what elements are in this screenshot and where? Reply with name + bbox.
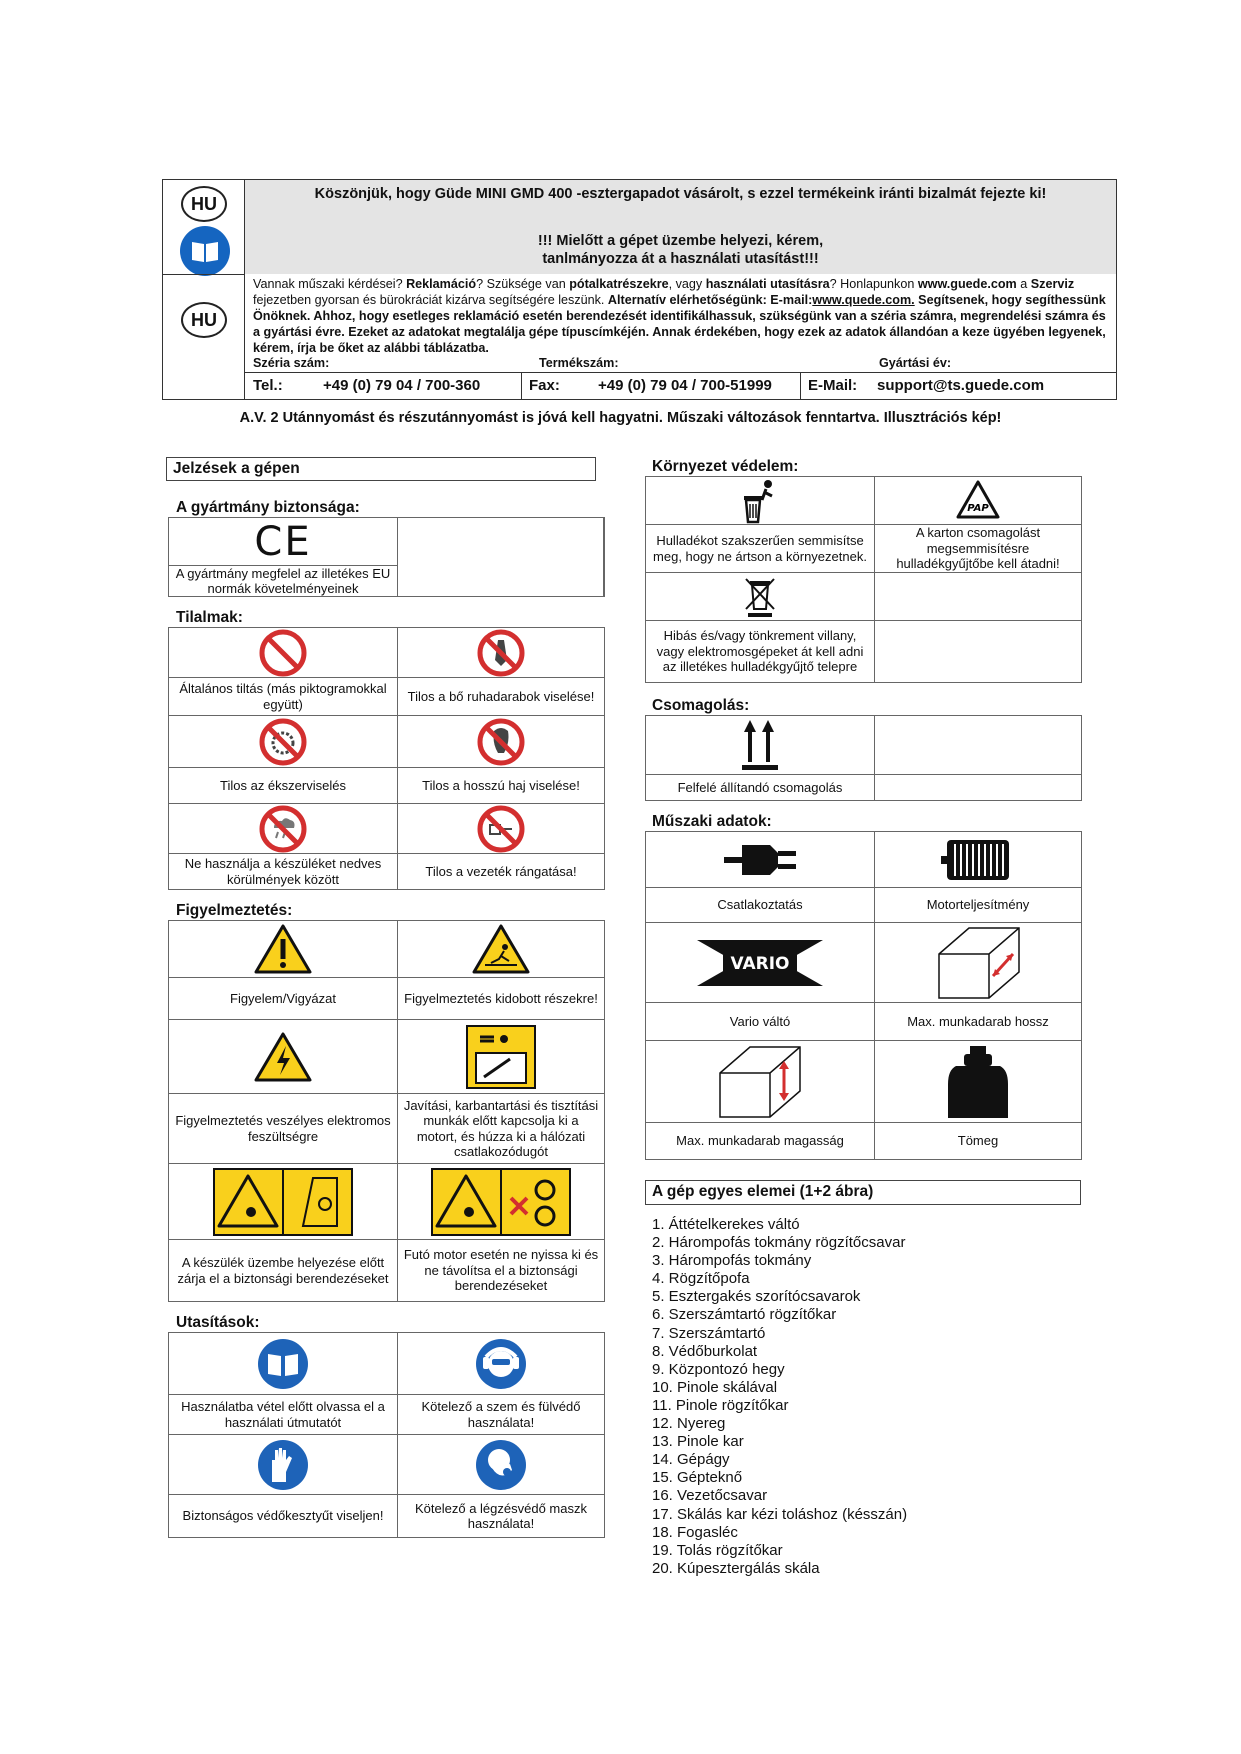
- general-prohibition-icon: [169, 628, 398, 678]
- list-item: 10. Pinole skálával: [652, 1378, 778, 1396]
- list-item: 16. Vezetőcsavar: [652, 1487, 768, 1505]
- no-wet-conditions-icon: [169, 804, 398, 854]
- unplug-before-maintenance-caption: Javítási, karbantartási és tisztítási munkák előtt kapcsolja ki a motort, és húzza ki a hálózati csatlakozódugót: [398, 1094, 604, 1164]
- email-label: E-Mail:: [808, 377, 858, 394]
- list-item: 11. Pinole rögzítőkar: [652, 1396, 789, 1414]
- prohibitions-heading: Tilalmak:: [176, 609, 243, 626]
- flying-parts-warning-icon: [398, 921, 604, 978]
- no-long-hair-icon: [398, 716, 604, 768]
- no-jewelry-icon: [169, 716, 398, 768]
- list-item: 9. Központozó hegy: [652, 1360, 785, 1378]
- respiratory-mask-caption: Kötelező a légzésvédő maszk használata!: [415, 1500, 587, 1531]
- reprint-note: A.V. 2 Utánnyomást és részutánnyomást is jóvá kell hagyatni. Műszaki változások fenntartva. Illusztrációs kép!: [239, 410, 1002, 426]
- general-prohibition-caption: Általános tiltás (más piktogramokkal együtt): [169, 678, 398, 716]
- instructions-grid: [168, 1332, 605, 1538]
- language-badge-2: HU: [181, 302, 227, 338]
- list-item: 13. Pinole kar: [652, 1433, 744, 1451]
- fax-value: +49 (0) 79 04 / 700-51999: [598, 377, 772, 394]
- safety-grid: [168, 517, 605, 597]
- tel-value: +49 (0) 79 04 / 700-360: [323, 377, 481, 394]
- header-left-column: [163, 180, 245, 399]
- electric-voltage-warning-caption: Figyelmeztetés veszélyes elektromos feszültségre: [169, 1094, 398, 1164]
- waste-disposal-caption: Hulladékot szakszerűen semmisítse meg, hogy ne ártson a környezetnek.: [646, 525, 875, 573]
- empty-cell: [875, 573, 1081, 621]
- general-warning-icon: [169, 921, 398, 978]
- header-info-table: [162, 179, 1117, 400]
- serial-number-label: Széria szám:: [253, 356, 330, 370]
- list-item: 5. Esztergakés szorítócsavarok: [652, 1288, 861, 1306]
- vario-gear-caption: Vario váltó: [646, 1003, 875, 1041]
- empty-cell: [875, 775, 1081, 800]
- motor-power-caption: Motorteljesítmény: [875, 888, 1081, 923]
- machine-parts-title: A gép egyes elemei (1+2 ábra): [645, 1180, 1081, 1205]
- environment-grid: [645, 476, 1082, 683]
- weight-icon: [875, 1041, 1081, 1123]
- list-item: 15. Gépteknő: [652, 1469, 743, 1487]
- list-item: 1. Áttételkerekes váltó: [652, 1216, 800, 1233]
- list-item: 12. Nyereg: [652, 1415, 726, 1433]
- close-guards-before-start-caption: A készülék üzembe helyezése előtt zárja el a biztonsági berendezéseket: [169, 1240, 398, 1301]
- crossed-bin-weee-icon: [646, 573, 875, 621]
- warnings-heading: Figyelmeztetés:: [176, 902, 293, 919]
- empty-cell: [398, 566, 604, 596]
- eye-ear-protection-icon: [398, 1333, 604, 1395]
- email-value[interactable]: support@ts.guede.com: [877, 377, 1045, 394]
- list-item: 3. Hárompofás tokmány: [652, 1252, 812, 1270]
- list-item: 7. Szerszámtartó: [652, 1324, 766, 1342]
- power-plug-icon: [646, 832, 875, 888]
- no-cable-pulling-icon: [398, 804, 604, 854]
- divider: [521, 373, 522, 399]
- list-item: 8. Védőburkolat: [652, 1342, 758, 1360]
- do-not-open-while-running-caption: Futó motor esetén ne nyissa ki és ne távolítsa el a biztonsági berendezéseket: [403, 1247, 599, 1294]
- protective-gloves-caption: Biztonságos védőkesztyűt viseljen!: [169, 1495, 398, 1537]
- max-workpiece-length-caption: Max. munkadarab hossz: [875, 1003, 1081, 1041]
- list-item: 18. Fogasléc: [652, 1523, 738, 1541]
- divider: [800, 373, 801, 399]
- empty-cell: [398, 518, 604, 566]
- vario-gear-icon: [646, 923, 875, 1003]
- machine-parts-list: [652, 1216, 907, 1578]
- website-link[interactable]: www.quede.com.: [812, 293, 915, 307]
- list-item: 2. Hárompofás tokmány rögzítőcsavar: [652, 1234, 906, 1252]
- max-workpiece-height-icon: [646, 1041, 875, 1123]
- read-manual-icon: [180, 226, 230, 276]
- general-warning-caption: Figyelem/Vigyázat: [169, 978, 398, 1020]
- protective-gloves-icon: [169, 1435, 398, 1495]
- technical-data-heading: Műszaki adatok:: [652, 813, 772, 830]
- product-safety-heading: A gyártmány biztonsága:: [176, 499, 360, 516]
- thanks-text: Köszönjük, hogy Güde MINI GMD 400 -esztergapadot vásárolt, s ezzel termékeink iránti bizalmát fejezte ki!: [314, 186, 1047, 202]
- eye-ear-protection-caption: Kötelező a szem és fülvédő használata!: [398, 1395, 604, 1435]
- this-way-up-icon: [646, 716, 875, 775]
- header-title-block: [245, 180, 1116, 274]
- no-long-hair-caption: Tilos a hosszú haj viselése!: [398, 768, 604, 804]
- tel-label: Tel.:: [253, 377, 283, 394]
- pap-label: PAP: [967, 502, 989, 514]
- read-instructions-warning: !!! Mielőtt a gépet üzembe helyezi, kérem, tanlmányozza át a használati utasítást!!!: [537, 233, 824, 267]
- vario-label: VARIO: [730, 953, 790, 974]
- ce-mark-icon: CE: [254, 518, 312, 565]
- contact-row: [245, 372, 1116, 399]
- packaging-grid: [645, 715, 1082, 801]
- close-guards-before-start-icon: [169, 1164, 398, 1240]
- no-jewelry-caption: Tilos az ékszerviselés: [169, 768, 398, 804]
- list-item: 17. Skálás kar kézi toláshoz (késszán): [652, 1505, 908, 1523]
- no-loose-clothing-caption: Tilos a bő ruhadarabok viselése!: [398, 678, 604, 716]
- identification-fields: [253, 356, 1113, 372]
- max-workpiece-length-icon: [875, 923, 1081, 1003]
- connection-caption: Csatlakoztatás: [646, 888, 875, 923]
- empty-cell: [875, 716, 1081, 775]
- this-way-up-caption: Felfelé állítandó csomagolás: [646, 775, 875, 800]
- technical-data-grid: [645, 831, 1082, 1160]
- service-paragraph: Vannak műszaki kérdései? Reklamáció? Szüksége van pótalkatrészekre, vagy használati utasításra? Honlapunkon www.guede.com a Szerviz fejezetben gyorsan és bürokráciát kizárva segítségére leszünk. Alternatív elérhetőségünk: E-mail:www.quede.com. Segítsenek, hogy segíthessünk Önöknek. Ahhoz, hogy esetleges reklamáció esetén berendezését identifikálhassuk, szükségünk van a széria számra, megrendelési számra és a gyártási évre. Ezeket az adatokat megtalálja gépe típuscímkéjén. Annak érdekében, hogy ezek az adatok állandóan a keze ügyében legyenek, kérem, írja be őket az alábbi táblázatba.: [253, 277, 1106, 355]
- prohibitions-grid: [168, 627, 605, 890]
- cardboard-recycling-icon: [875, 477, 1081, 525]
- flying-parts-warning-caption: Figyelmeztetés kidobott részekre!: [398, 978, 604, 1020]
- no-cable-pulling-caption: Tilos a vezeték rángatása!: [425, 863, 577, 879]
- divider: [163, 274, 245, 275]
- empty-cell: [875, 621, 1081, 682]
- environment-heading: Környezet védelem:: [652, 458, 799, 475]
- no-loose-clothing-icon: [398, 628, 604, 678]
- max-workpiece-height-caption: Max. munkadarab magasság: [646, 1123, 875, 1159]
- cardboard-recycling-caption: A karton csomagolást megsemmisítésre hulladékgyűjtőbe kell átadni!: [875, 525, 1081, 573]
- list-item: 14. Gépágy: [652, 1451, 730, 1469]
- motor-power-icon: [875, 832, 1081, 888]
- electric-voltage-warning-icon: [169, 1020, 398, 1094]
- warnings-grid: [168, 920, 605, 1302]
- fax-label: Fax:: [529, 377, 560, 394]
- list-item: 6. Szerszámtartó rögzítőkar: [652, 1306, 837, 1324]
- read-manual-caption: Használatba vétel előtt olvassa el a használati útmutatót: [169, 1395, 398, 1435]
- instructions-heading: Utasítások:: [176, 1314, 260, 1331]
- unplug-before-maintenance-icon: [398, 1020, 604, 1094]
- list-item: 19. Tolás rögzítőkar: [652, 1541, 783, 1559]
- do-not-open-while-running-icon: [398, 1164, 604, 1240]
- waste-bin-icon: [646, 477, 875, 525]
- read-manual-icon: [169, 1333, 398, 1395]
- list-item: 4. Rögzítőpofa: [652, 1270, 750, 1288]
- weight-caption: Tömeg: [957, 1133, 999, 1149]
- list-item: 20. Kúpesztergálás skála: [652, 1559, 820, 1577]
- language-badge: HU: [181, 186, 227, 222]
- ce-mark-cell: [169, 518, 398, 566]
- ce-caption: A gyártmány megfelel az illetékes EU normák követelményeinek: [169, 566, 398, 596]
- electrical-waste-caption: Hibás és/vagy tönkrement villany, vagy elektromosgépeket át kell adni az illetékes hulladékgyűjtő telepre: [646, 621, 875, 682]
- product-number-label: Termékszám:: [539, 356, 619, 370]
- signs-on-machine-title: Jelzések a gépen: [166, 457, 596, 481]
- packaging-heading: Csomagolás:: [652, 697, 750, 714]
- no-wet-conditions-caption: Ne használja a készüléket nedves körülmények között: [169, 854, 398, 889]
- production-year-label: Gyártási év:: [879, 356, 952, 370]
- respiratory-mask-icon: [398, 1435, 604, 1495]
